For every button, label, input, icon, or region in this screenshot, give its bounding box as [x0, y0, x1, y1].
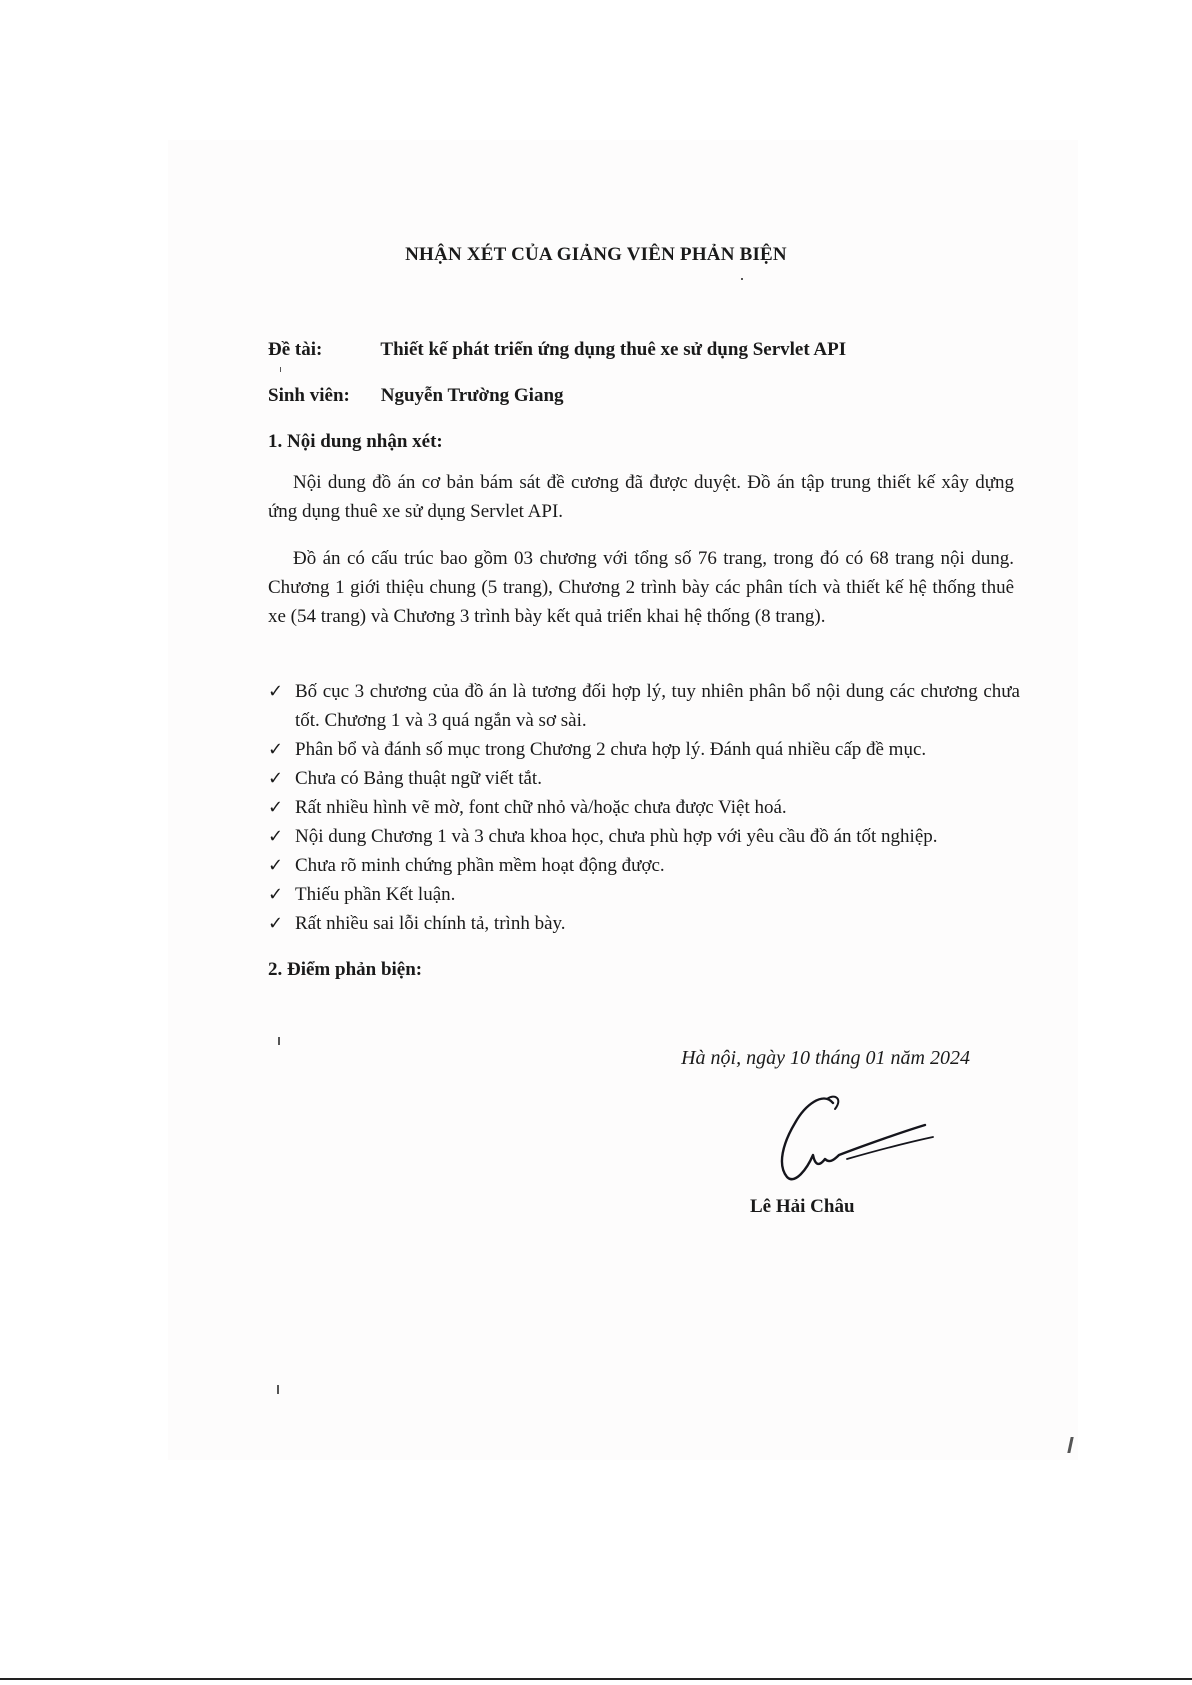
review-checklist [268, 677, 1020, 938]
section-1-heading: 1. Nội dung nhận xét: [268, 431, 443, 452]
scan-speck [741, 278, 743, 280]
checklist-item-text: Chưa có Bảng thuật ngữ viết tắt. [295, 768, 542, 789]
topic-label: Đề tài: [268, 339, 323, 360]
paragraph-2: Đồ án có cấu trúc bao gồm 03 chương với tổng số 76 trang, trong đó có 68 trang nội dung. Chương 1 giới thiệu chung (5 trang), Chương 2 trình bày các phân tích và thiết kế hệ thống thuê xe (54 trang) và Chương 3 trình bày kết quả triển khai hệ thống (8 trang). [268, 548, 1014, 627]
scan-speck [280, 367, 281, 372]
topic-row [268, 339, 846, 361]
date-line: Hà nội, ngày 10 tháng 01 năm 2024 [681, 1047, 970, 1069]
checklist-item [268, 822, 1020, 851]
checklist-item-text: Rất nhiều hình vẽ mờ, font chữ nhỏ và/hoặc chưa được Việt hoá. [295, 797, 787, 818]
checklist-item-text: Rất nhiều sai lỗi chính tả, trình bày. [295, 913, 566, 934]
checklist-item [268, 677, 1020, 735]
checklist-item-text: Thiếu phần Kết luận. [295, 884, 456, 905]
checklist-item-text: Nội dung Chương 1 và 3 chưa khoa học, chưa phù hợp với yêu cầu đồ án tốt nghiệp. [295, 826, 938, 847]
signer-name: Lê Hải Châu [750, 1196, 855, 1217]
page-bottom-rule [0, 1678, 1192, 1680]
topic-value: Thiết kế phát triển ứng dụng thuê xe sử dụng Servlet API [380, 339, 847, 360]
checklist-item-text: Phân bổ và đánh số mục trong Chương 2 chưa hợp lý. Đánh quá nhiều cấp đề mục. [295, 739, 927, 760]
student-label: Sinh viên: [268, 385, 350, 406]
checklist-item [268, 851, 1020, 880]
document-title: NHẬN XÉT CỦA GIẢNG VIÊN PHẢN BIỆN [405, 244, 787, 265]
checklist-item [268, 793, 1020, 822]
checkmark-icon: ✓ [268, 855, 284, 876]
scan-speck [278, 1037, 280, 1045]
checkmark-icon: ✓ [268, 826, 284, 847]
checkmark-icon: ✓ [268, 913, 284, 934]
checklist-item [268, 764, 1020, 793]
checkmark-icon: ✓ [268, 797, 284, 818]
checkmark-icon: ✓ [268, 739, 284, 760]
checklist-item [268, 880, 1020, 909]
checklist-item [268, 909, 1020, 938]
scan-speck [277, 1385, 279, 1394]
checklist-item [268, 735, 1020, 764]
checkmark-icon: ✓ [268, 884, 284, 905]
paragraph-1: Nội dung đồ án cơ bản bám sát đề cương đã được duyệt. Đồ án tập trung thiết kế xây dựng ứng dụng thuê xe sử dụng Servlet API. [268, 472, 1014, 522]
scan-speck [1067, 1437, 1073, 1453]
student-row [268, 385, 564, 407]
section-2-heading: 2. Điểm phản biện: [268, 959, 423, 980]
student-value: Nguyễn Trường Giang [380, 385, 564, 406]
checkmark-icon: ✓ [268, 768, 284, 789]
handwritten-signature [765, 1085, 945, 1195]
checkmark-icon: ✓ [268, 681, 284, 702]
checklist-item-text: Bố cục 3 chương của đồ án là tương đối hợp lý, tuy nhiên phân bổ nội dung các chương chưa tốt. Chương 1 và 3 quá ngắn và sơ sài. [295, 681, 1020, 731]
checklist-item-text: Chưa rõ minh chứng phần mềm hoạt động được. [295, 855, 665, 876]
